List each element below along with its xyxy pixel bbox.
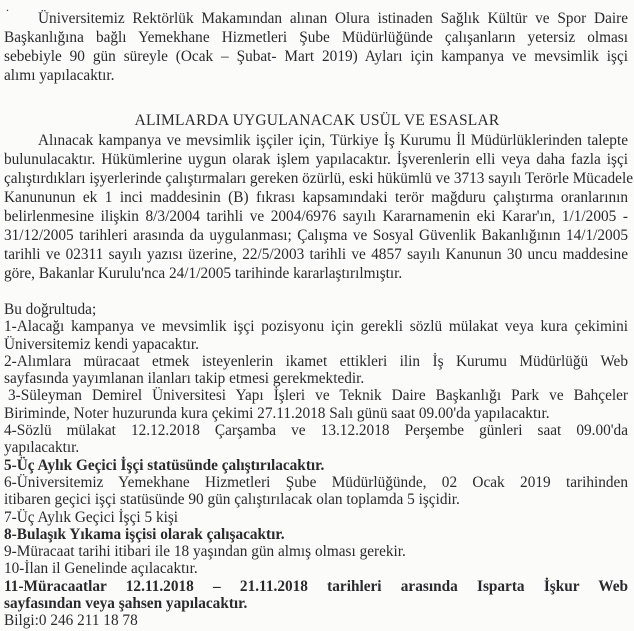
list-item-line: 1-Alacağı kampanya ve mevsimlik işçi pozisyonu için gerekli sözlü mülakat veya kura çekimini <box>4 318 628 336</box>
list-item <box>4 457 628 474</box>
list-intro: Bu doğrultuda; <box>4 301 97 318</box>
list-item-line: 2-Alımlara müracaat etmek isteyenlerin ikamet ettikleri ilin İş Kurumu Müdürlüğü Web <box>4 352 628 370</box>
text-line: sebebiyle 90 gün süreyle (Ocak – Şubat- Mart 2019) Ayları için kampanya ve mevsimlik işçi <box>4 48 628 65</box>
list-item <box>4 318 628 353</box>
text-line: Alınacak kampanya ve mevsimlik işçiler için, Türkiye İş Kurumu İl Müdürlüklerinden talepte <box>38 132 628 149</box>
list-item-line: Üniversitemiz kendi yapacaktır. <box>4 335 199 353</box>
section-heading: ALIMLARDA UYGULANACAK USÜL VE ESASLAR <box>134 112 500 129</box>
text-line: Üniversitemiz Rektörlük Makamından alınan Olura istinaden Sağlık Kültür ve Spor Daire <box>38 10 628 27</box>
list-item <box>4 526 628 543</box>
text-line: Başkanlığına bağlı Yemekhane Hizmetleri Şube Müdürlüğünde çalışanların yetersiz olması <box>4 29 628 46</box>
list-item-line: 3-Süleyman Demirel Üniversitesi Yapı İşleri ve Teknik Daire Başkanlığı Park ve Bahçeler <box>8 387 628 405</box>
list-item <box>4 543 628 560</box>
list-item-line: 4-Sözlü mülakat 12.12.2018 Çarşamba ve 13.12.2018 Perşembe günleri saat 09.00'da <box>4 422 628 440</box>
text-line: tarihli ve 02311 sayılı yazısı üzerine, 22/5/2003 tarihli ve 4857 sayılı Kanunun 30 uncu maddesine <box>4 246 628 263</box>
numbered-list <box>4 301 628 630</box>
list-item-line: 10-İlan il Genelinde açılacaktır. <box>4 560 198 578</box>
list-item-line: itibaren geçici işçi statüsünde 90 gün çalıştırılacak olan toplamda 5 işçidir. <box>4 491 460 509</box>
text-line: 31/12/2005 tarihleri arasında da uygulanması; Çalışma ve Sosyal Güvenlik Bakanlığının 14/1/2005 <box>4 227 628 244</box>
list-item-line: 9-Müracaat tarihi itibari ile 18 yaşından gün almış olması gerekir. <box>4 543 406 561</box>
list-item <box>4 560 628 577</box>
text-line: çalıştırdıkları işyerlerinde çalıştırmaları gereken özürlü, eski hükümlü ve 3713 sayılı Terörle Mücadele <box>4 170 634 187</box>
text-line: Kanununun ek 1 inci maddesinin (B) fıkrası kapsamındaki terör mağduru çalıştırma oranlarının <box>4 189 628 206</box>
intro-paragraph <box>4 9 628 85</box>
list-item <box>4 422 628 457</box>
text-line: göre, Bakanlar Kurulu'nca 24/1/2005 tarihinde kararlaştırılmıştır. <box>4 265 403 282</box>
list-item <box>4 509 628 526</box>
list-item-line: 6-Üniversitemiz Yemekhane Hizmetleri Şube Müdürlüğünde, 02 Ocak 2019 tarihinden <box>4 473 628 491</box>
list-item-line: 5-Üç Aylık Geçici İşçi statüsünde çalıştırılacaktır. <box>4 456 325 474</box>
principles-paragraph <box>4 131 634 283</box>
list-item-line: sayfasından veya şahsen yapılacaktır. <box>4 595 248 613</box>
list-item <box>4 353 628 388</box>
list-item-line: sayfasında yayımlanan ilanları takip etmesi gerekmektedir. <box>4 370 365 388</box>
list-item-line: yapılacaktır. <box>4 439 80 457</box>
list-item-line: 7-Üç Aylık Geçici İşçi 5 kişi <box>4 508 179 526</box>
list-item <box>4 387 628 422</box>
leading-mark: . <box>6 0 9 14</box>
text-line: alımı yapılacaktır. <box>4 67 115 84</box>
text-line: belirlenmesine ilişkin 8/3/2004 tarihli ve 2004/6976 sayılı Kararnamenin eki Karar'ın, 1/1/2005 - <box>4 208 628 225</box>
list-item <box>4 474 628 509</box>
list-item-line: 8-Bulaşık Yıkama işçisi olarak çalışacaktır. <box>4 525 285 543</box>
contact-info: Bilgi:0 246 211 18 78 <box>4 612 138 630</box>
list-item-line: Biriminde, Noter huzurunda kura çekimi 27.11.2018 Salı günü saat 09.00'da yapılacaktır. <box>4 404 550 422</box>
list-item-line: 11-Müracaatlar 12.11.2018 – 21.11.2018 tarihleri arasında Isparta İşkur Web <box>4 577 628 595</box>
list-item <box>4 578 628 613</box>
text-line: bulunulacaktır. Hükümlerine uygun olarak işlem yapılacaktır. İşverenlerin elli veya daha fazla işçi <box>4 151 628 168</box>
